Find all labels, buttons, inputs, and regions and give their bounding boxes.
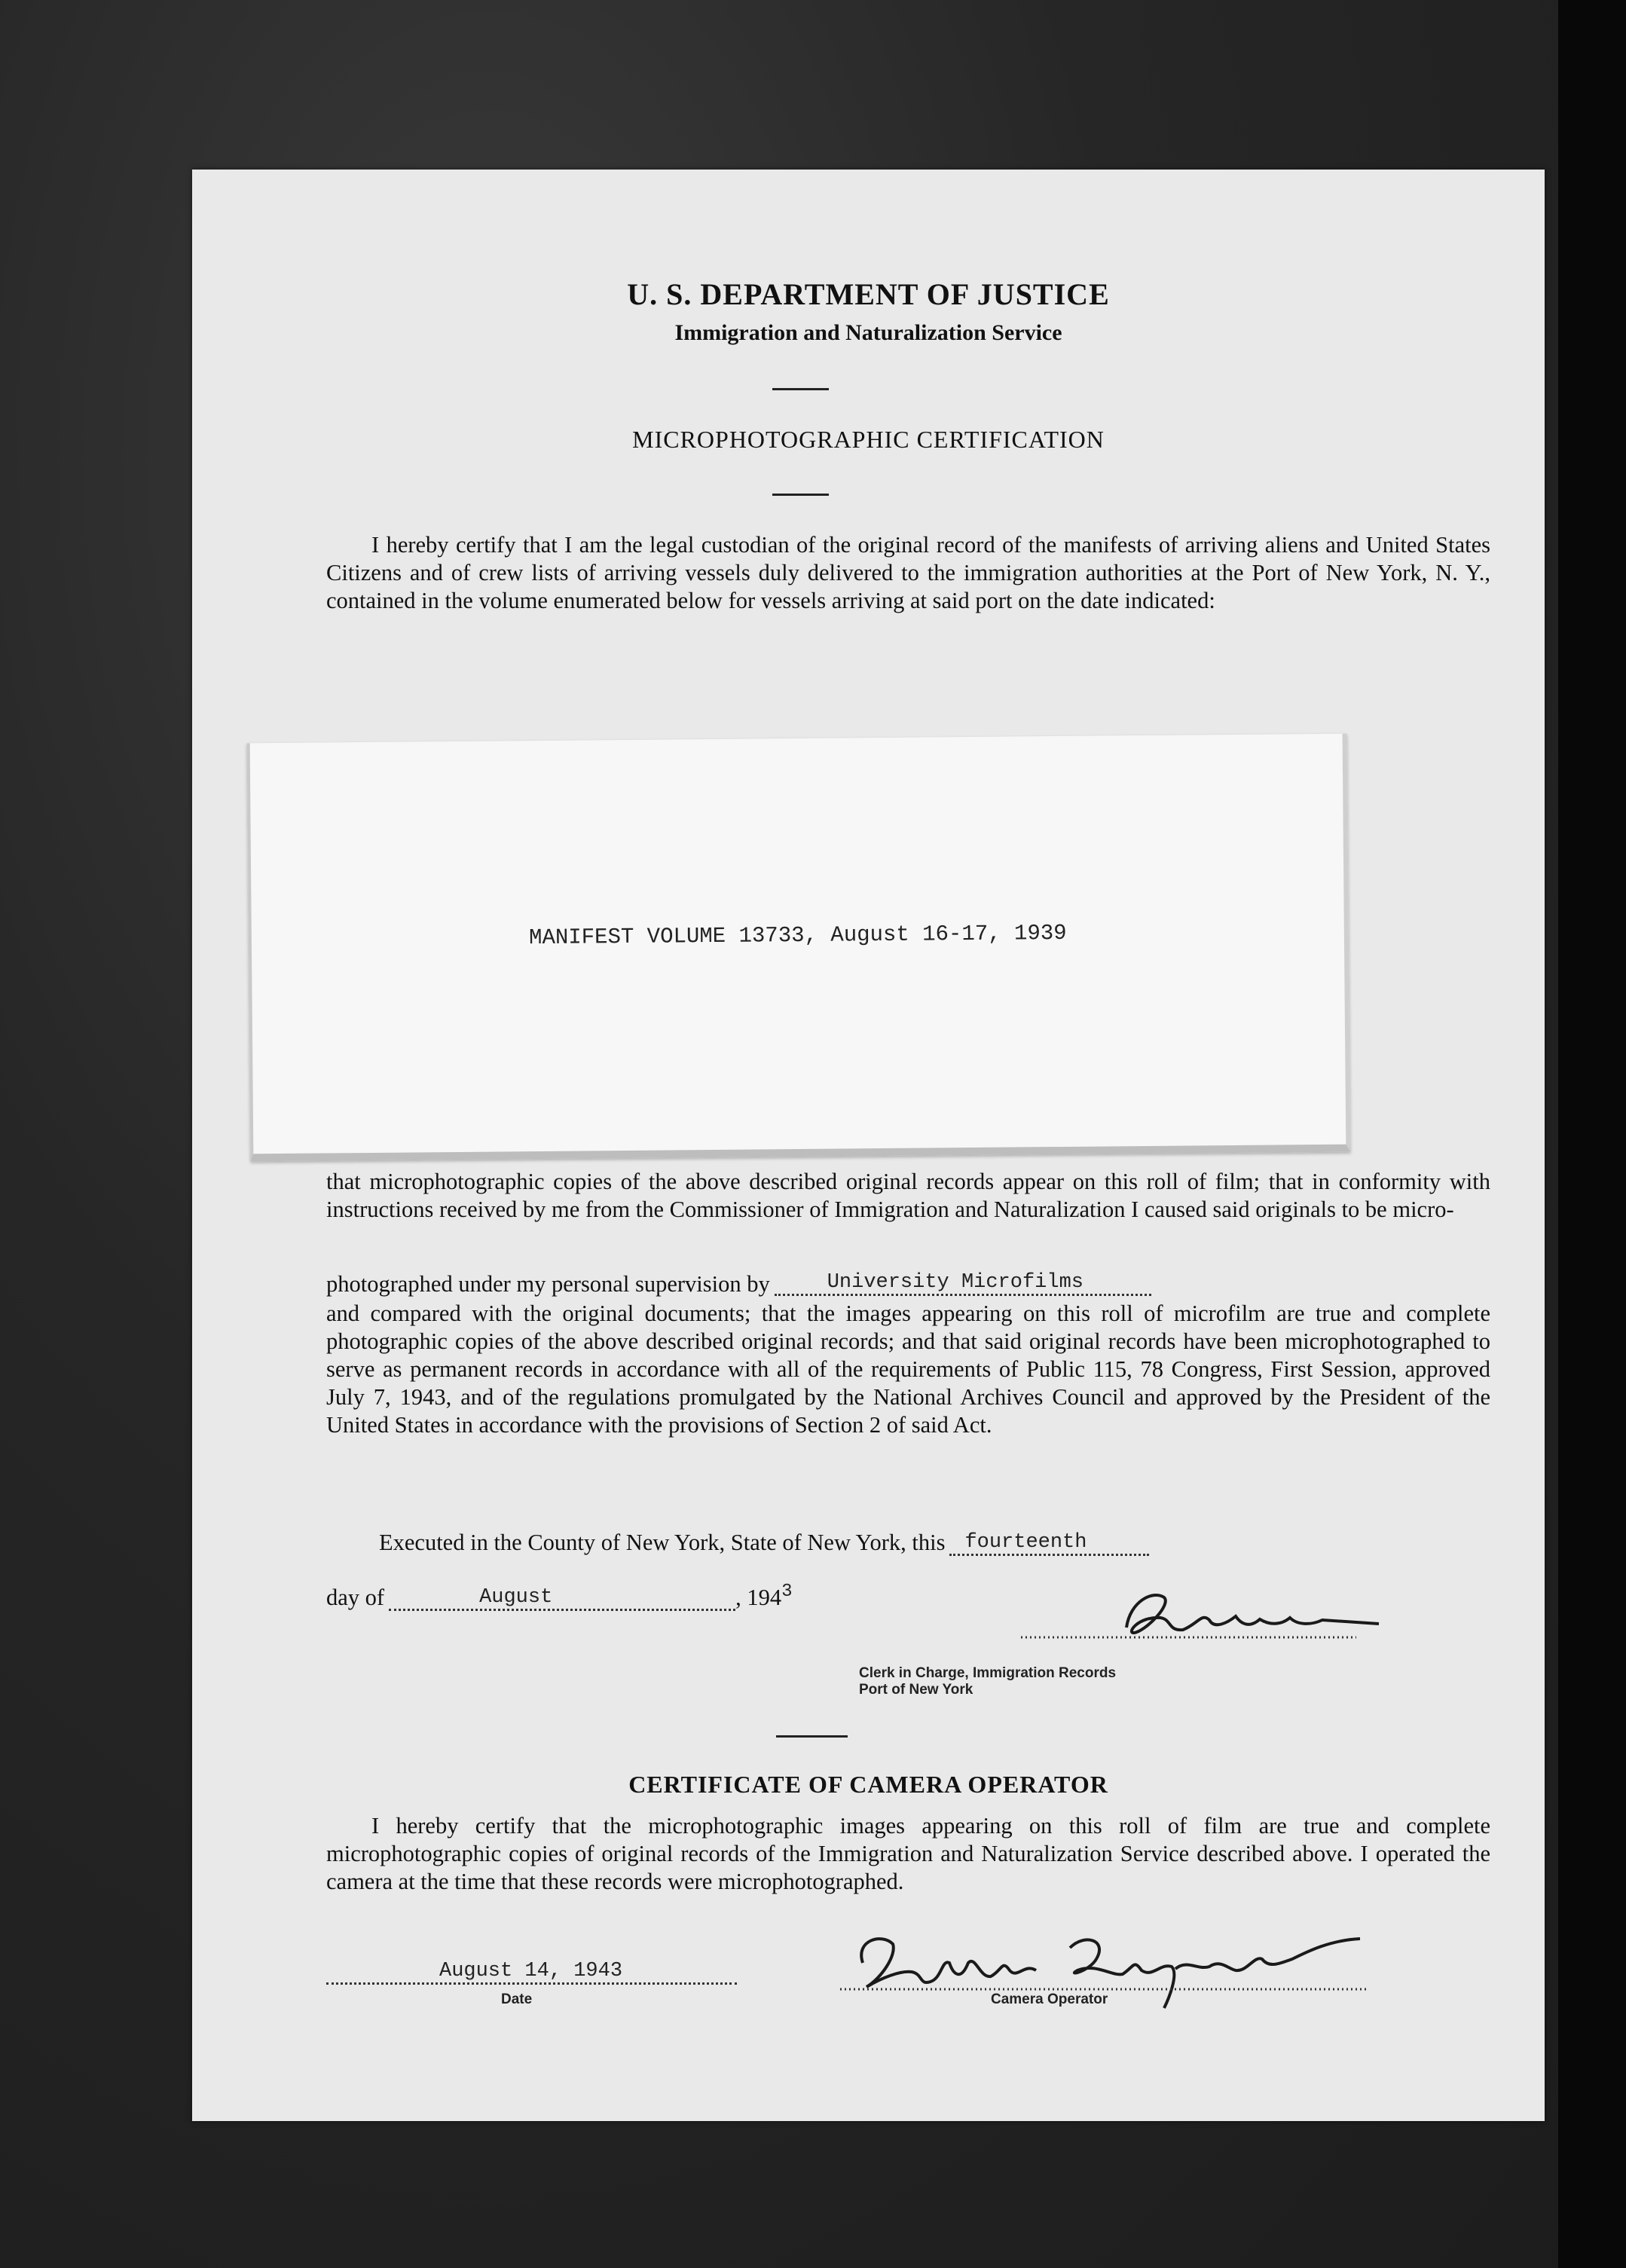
supervision-field bbox=[775, 1267, 1151, 1296]
camera-operator-paragraph: I hereby certify that the microphotographic images appearing on this roll of film are true and complete microphotographic copies of original records of the Immigration and Naturalization Service described above. I operated the camera at the time that these records were microphotographed. bbox=[326, 1813, 1490, 1894]
clerk-caption bbox=[859, 1665, 1116, 1698]
manifest-label-card bbox=[247, 734, 1351, 1162]
supervision-prefix: photographed under my personal supervision by bbox=[326, 1271, 770, 1297]
certificate-sheet bbox=[192, 170, 1545, 2121]
day-of-prefix: day of bbox=[326, 1585, 385, 1610]
film-edge bbox=[1558, 0, 1626, 2268]
date-line bbox=[326, 1955, 737, 1985]
manifest-volume-label: MANIFEST VOLUME 13733, August 16-17, 1939 bbox=[528, 920, 1067, 951]
divider bbox=[772, 494, 829, 496]
body-paragraph-1: that microphotographic copies of the above described original records appear on this roll of film; that in conformity with instructions received by me from the Commissioner of Immigration and Naturalization I caused said originals to be micro- bbox=[326, 1169, 1490, 1222]
executed-day-field bbox=[949, 1527, 1149, 1556]
intro-paragraph: I hereby certify that I am the legal custodian of the original record of the manifests of arriving aliens and United States Citizens and of crew lists of arriving vessels duly delivered to the immigration authorities at the Port of New York, N. Y., contained in the volume enumerated below for vessels arriving at said port on the date indicated: bbox=[326, 532, 1490, 613]
camera-operator-title: CERTIFICATE OF CAMERA OPERATOR bbox=[628, 1771, 1108, 1798]
clerk-caption-line-1: Clerk in Charge, Immigration Records bbox=[859, 1665, 1117, 1681]
executed-line bbox=[379, 1530, 1149, 1559]
date-field bbox=[326, 1955, 737, 1985]
divider bbox=[772, 388, 829, 390]
day-of-line bbox=[326, 1582, 793, 1614]
supervision-value: University Microfilms bbox=[827, 1271, 1083, 1294]
month-value: August bbox=[479, 1586, 553, 1609]
date-value: August 14, 1943 bbox=[439, 1960, 623, 1982]
agency-heading: U. S. DEPARTMENT OF JUSTICE bbox=[627, 277, 1110, 311]
camera-operator-signature bbox=[810, 1918, 1428, 2023]
certification-title: MICROPHOTOGRAPHIC CERTIFICATION bbox=[632, 426, 1105, 453]
supervision-line bbox=[326, 1271, 1151, 1301]
body-paragraph-2: and compared with the original documents; that the images appearing on this roll of microfilm are true and complete photographic copies of the above described original records; and that said original records have been microphotographed to serve as permanent records in accordance with all of the requirements of Public 115, 78 Congress, First Session, approved July 7, 1943, and of the regulations promulgated by the National Archives Council and approved by the President of the United States in accordance with the provisions of Section 2 of said Act. bbox=[326, 1301, 1490, 1438]
clerk-caption-line-2: Port of New York bbox=[859, 1682, 973, 1698]
camera-operator-caption: Camera Operator bbox=[991, 1991, 1108, 2007]
clerk-signature bbox=[829, 1586, 1417, 1654]
year-prefix: , 194 bbox=[735, 1585, 782, 1610]
month-field bbox=[389, 1582, 735, 1611]
executed-day-value: fourteenth bbox=[964, 1531, 1087, 1554]
executed-prefix: Executed in the County of New York, State of New York, this bbox=[379, 1530, 946, 1555]
service-subheading: Immigration and Naturalization Service bbox=[674, 320, 1062, 345]
divider bbox=[776, 1735, 848, 1738]
date-caption: Date bbox=[501, 1991, 533, 2007]
year-digit: 3 bbox=[781, 1582, 793, 1602]
